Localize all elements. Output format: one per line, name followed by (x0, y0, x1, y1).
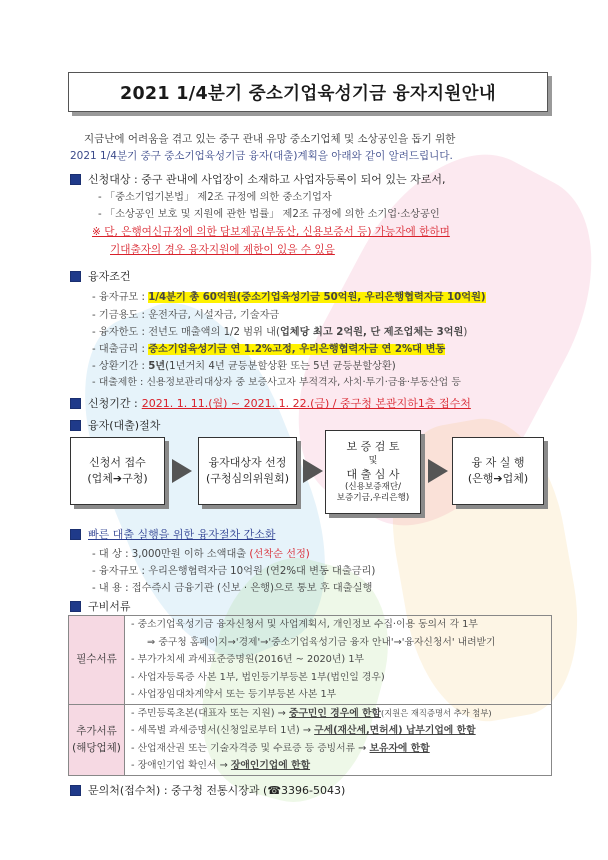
flow-step-apply-title: 신청서 접수 (89, 456, 146, 469)
target-item-2: - 「소상공인 보호 및 지원에 관한 법률」 제2조 규정에 의한 소기업·소상공인 (98, 209, 440, 220)
arrow-right-icon (303, 459, 323, 483)
flow-step-review-sub-a: (신용보증재단/ (344, 482, 402, 492)
list-item-text: - 주민등록초본(대표자 또는 지원) → (131, 707, 289, 719)
condition-restrict-value: 신용정보관리대상자 중 보증사고자 부적격자, 사치·투기·금융·부동산업 등 (146, 377, 461, 388)
section-target (70, 171, 445, 187)
period-value: 2021. 1. 11.(월) ~ 2021. 1. 22.(금) / 중구청 본관지하1층 접수처 (141, 397, 471, 410)
flow-step-execute-title: 융 자 실 행 (471, 456, 525, 469)
condition-use (92, 306, 279, 321)
square-bullet-icon (70, 529, 81, 540)
target-note-1: ※ 단, 은행여신규정에 의한 담보제공(부동산, 신용보증서 등) 가능자에 한하며 (92, 226, 450, 238)
section-docs (70, 598, 131, 614)
flow-step-select (198, 437, 297, 505)
section-contact-heading: 문의처(접수처) : 중구청 전통시장과 (☎3396-5043) (88, 784, 346, 797)
flow-step-apply-sub: (업체➔구청) (87, 472, 148, 485)
square-bullet-icon (70, 785, 81, 796)
square-bullet-icon (70, 601, 81, 612)
condition-limit (92, 323, 467, 338)
quick-scale-label: - 융자규모 : (92, 566, 145, 577)
condition-use-value: 운전자금, 시설자금, 기술자금 (148, 310, 280, 321)
quick-target-value: 3,000만원 이하 소액대출 (131, 549, 247, 560)
flow-step-execute-sub: (은행➔업체) (467, 472, 529, 485)
table-row (69, 704, 552, 775)
docs-extra-list (125, 704, 552, 775)
condition-restrict-label: - 대출제한 : (92, 377, 144, 388)
square-bullet-icon (70, 174, 81, 185)
quick-content (92, 579, 372, 594)
list-item (125, 705, 551, 723)
intro-line-1: 지금난에 어려움을 겪고 있는 중구 관내 유망 중소기업체 및 소상공인을 돕기 위한 (84, 133, 456, 145)
document-title: 2021 1/4분기 중소기업육성기금 융자지원안내 (119, 83, 496, 104)
condition-scale-label: - 융자규모 : (92, 292, 145, 303)
square-bullet-icon (70, 271, 81, 282)
target-item-1: - 「중소기업기본법」 제2조 규정에 의한 중소기업자 (98, 192, 332, 203)
condition-rate-value: 중소기업육성기금 연 1.2%고정, 우리은행협력자금 연 2%대 변동 (148, 344, 446, 355)
section-target-heading: 신청대상 : 중구 관내에 사업장이 소재하고 사업자등록이 되어 있는 자로서, (88, 173, 446, 186)
flow-step-execute (452, 437, 544, 505)
list-item-emphasis: 구세(재산세,면허세) 납부기업에 한함 (314, 725, 476, 736)
section-period (70, 395, 471, 411)
docs-extra-label (69, 704, 125, 775)
quick-scale-value: 우리은행협력자금 10억원 (연2%대 변동 대출금리) (148, 566, 376, 577)
list-item-text: - 세목별 과세증명서(신청일로부터 1년) → (131, 725, 315, 736)
condition-restrict (92, 374, 461, 388)
list-item: - 사업장임대차계약서 또는 등기부등본 사본 1부 (131, 689, 337, 700)
flow-step-select-sub: (구청심의위원회) (206, 472, 289, 485)
section-quick (70, 526, 276, 542)
list-item: - 중소기업육성기금 융자신청서 및 사업계획서, 개인정보 수집·이용 동의서 각 1부 (131, 619, 478, 630)
quick-target-label: - 대 상 : (92, 549, 129, 560)
section-conditions-heading: 융자조건 (88, 270, 131, 283)
list-item-text: - 산업재산권 또는 기술자격증 및 수료증 등 증빙서류 → (131, 742, 370, 754)
flow-step-apply (70, 437, 165, 505)
intro-line-2: 2021 1/4분기 중구 중소기업육성기금 융자(대출)계획을 아래와 같이 알려드립니다. (70, 150, 453, 162)
section-conditions (70, 268, 131, 284)
docs-extra-label-text: 추가서류 (76, 724, 117, 737)
list-item-emphasis: 장애인기업에 한함 (230, 760, 311, 771)
target-note-2: 기대출자의 경우 융자지원에 제한이 있을 수 있음 (110, 244, 335, 256)
list-item: - 부가가치세 과세표준증명원(2016년 ~ 2020년) 1부 (131, 654, 365, 665)
quick-content-label: - 내 용 : (92, 583, 129, 594)
square-bullet-icon (70, 420, 81, 431)
list-item (125, 740, 551, 758)
condition-limit-value-b: 업체당 최고 2억원, 단 제조업체는 3억원 (279, 327, 464, 338)
arrow-right-icon (428, 459, 448, 483)
docs-required-list (125, 616, 552, 705)
condition-repay-label: - 상환기간 : (92, 361, 145, 372)
condition-scale (92, 288, 486, 303)
condition-limit-label: - 융자한도 : (92, 327, 145, 338)
list-item: ⇒ 중구청 홈페이지→'경제'→'중소기업육성기금 융자 안내'→'융자신청서' 내려받기 (147, 636, 496, 648)
list-item (125, 757, 551, 775)
quick-target (92, 545, 310, 560)
arrow-right-icon (172, 459, 192, 483)
condition-limit-value-a: 전년도 매출액의 1/2 범위 내( (148, 327, 280, 338)
condition-limit-value-c: ) (463, 327, 468, 338)
docs-extra-label-sub: (해당업체) (72, 741, 121, 754)
section-period-heading: 신청기간 : (88, 397, 138, 410)
section-quick-heading: 빠른 대출 실행을 위한 융자절차 간소화 (88, 528, 276, 541)
section-contact (70, 782, 345, 798)
list-item-emphasis: 중구민인 경우에 한함 (289, 707, 381, 719)
quick-content-value: 접수즉시 금융기관 (신보 · 은행)으로 통보 후 대출실행 (131, 583, 373, 594)
quick-target-note: (선착순 선정) (249, 549, 310, 560)
condition-rate-label: - 대출금리 : (92, 344, 145, 355)
condition-scale-value: 1/4분기 총 60억원(중소기업육성기금 50억원, 우리은행협력자금 10억원) (148, 292, 486, 303)
condition-rate (92, 340, 445, 355)
document-title-box (68, 72, 548, 112)
condition-repay-value-b: (1년거치 4년 균등분할상환 또는 5년 균등분할상환) (165, 361, 396, 372)
list-item-note: (지원은 재직증명서 추가 첨부) (381, 707, 492, 718)
flow-step-select-title: 융자대상자 선정 (208, 456, 287, 469)
flow-step-review-title-b: 대 출 심 사 (346, 468, 400, 481)
flow-step-review (325, 430, 421, 514)
section-process (70, 417, 160, 433)
list-item-text: - 장애인기업 확인서 → (131, 760, 231, 771)
docs-table (68, 615, 552, 776)
section-docs-heading: 구비서류 (88, 600, 131, 613)
condition-repay (92, 357, 396, 372)
square-bullet-icon (70, 398, 81, 409)
flow-step-review-title-a: 보 증 검 토 (346, 440, 400, 453)
list-item: - 사업자등록증 사본 1부, 법인등기부등본 1부(법인일 경우) (131, 671, 385, 683)
table-row (69, 616, 552, 705)
list-item-emphasis: 보유자에 한함 (369, 742, 430, 754)
intro-paragraph (70, 131, 550, 165)
flow-step-review-and: 및 (368, 456, 378, 466)
section-process-heading: 융자(대출)절차 (88, 419, 161, 432)
docs-required-label-text: 필수서류 (76, 653, 117, 666)
docs-required-label (69, 616, 125, 705)
list-item (125, 722, 551, 740)
condition-repay-value-a: 5년 (148, 361, 166, 372)
quick-scale (92, 562, 375, 577)
condition-use-label: - 기금용도 : (92, 310, 145, 321)
flow-step-review-sub-b: 보증기금,우리은행) (336, 493, 410, 503)
